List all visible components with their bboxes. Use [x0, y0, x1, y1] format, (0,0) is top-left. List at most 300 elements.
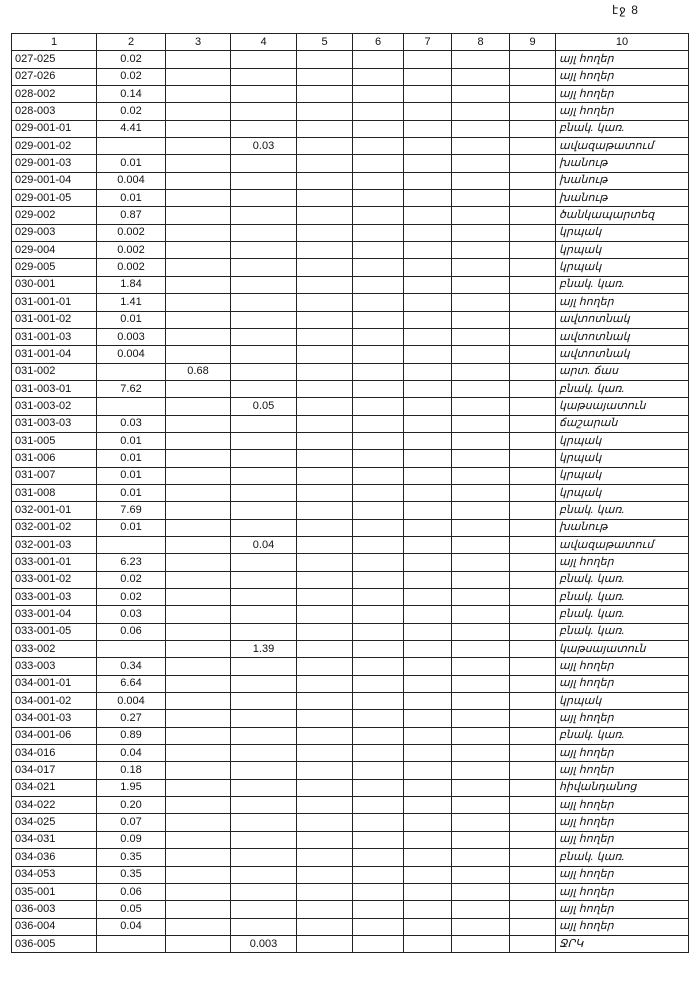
- cell-col-1: 034-021: [12, 779, 97, 796]
- cell-col-9: [510, 849, 556, 866]
- cell-col-10: կրպակ: [556, 259, 689, 276]
- table-row: [12, 935, 689, 952]
- cell-col-10: այլ հողեր: [556, 814, 689, 831]
- cell-col-6: [353, 658, 404, 675]
- cell-col-8: [452, 432, 510, 449]
- cell-col-9: [510, 641, 556, 658]
- cell-col-4: [231, 831, 297, 848]
- table-row: [12, 190, 689, 207]
- cell-col-9: [510, 918, 556, 935]
- cell-col-7: [404, 571, 452, 588]
- cell-col-6: [353, 606, 404, 623]
- cell-col-3: [166, 328, 231, 345]
- cell-col-10: այլ հողեր: [556, 745, 689, 762]
- table-row: [12, 311, 689, 328]
- cell-col-7: [404, 51, 452, 68]
- cell-col-3: [166, 68, 231, 85]
- cell-col-6: [353, 554, 404, 571]
- cell-col-8: [452, 901, 510, 918]
- cell-col-10: բնակ. կառ.: [556, 276, 689, 293]
- cell-col-4: [231, 68, 297, 85]
- cell-col-4: [231, 693, 297, 710]
- cell-col-9: [510, 762, 556, 779]
- cell-col-10: կաթսայատուն: [556, 398, 689, 415]
- cell-col-2: 6.64: [97, 675, 166, 692]
- cell-col-1: 031-008: [12, 484, 97, 501]
- cell-col-6: [353, 536, 404, 553]
- cell-col-2: 0.20: [97, 797, 166, 814]
- cell-col-8: [452, 519, 510, 536]
- cell-col-2: 0.02: [97, 68, 166, 85]
- cell-col-5: [297, 155, 353, 172]
- cell-col-3: [166, 432, 231, 449]
- cell-col-4: [231, 242, 297, 259]
- cell-col-8: [452, 103, 510, 120]
- cell-col-8: [452, 484, 510, 501]
- cell-col-1: 031-005: [12, 432, 97, 449]
- cell-col-6: [353, 380, 404, 397]
- cell-col-2: 0.01: [97, 155, 166, 172]
- cell-col-2: [97, 138, 166, 155]
- cell-col-9: [510, 138, 556, 155]
- cell-col-1: 032-001-03: [12, 536, 97, 553]
- cell-col-7: [404, 502, 452, 519]
- cell-col-2: 0.01: [97, 467, 166, 484]
- cell-col-3: [166, 51, 231, 68]
- cell-col-10: ավտոտնակ: [556, 328, 689, 345]
- cell-col-3: [166, 155, 231, 172]
- cell-col-3: [166, 745, 231, 762]
- cell-col-3: [166, 918, 231, 935]
- cell-col-9: [510, 328, 556, 345]
- cell-col-5: [297, 276, 353, 293]
- cell-col-7: [404, 918, 452, 935]
- cell-col-7: [404, 68, 452, 85]
- cell-col-3: [166, 658, 231, 675]
- cell-col-1: 030-001: [12, 276, 97, 293]
- cell-col-2: 0.09: [97, 831, 166, 848]
- cell-col-3: [166, 779, 231, 796]
- cell-col-3: [166, 86, 231, 103]
- cell-col-10: այլ հողեր: [556, 86, 689, 103]
- cell-col-4: [231, 606, 297, 623]
- cell-col-3: [166, 589, 231, 606]
- cell-col-10: բնակ. կառ.: [556, 849, 689, 866]
- cell-col-10: բնակ. կառ.: [556, 727, 689, 744]
- table-row: [12, 918, 689, 935]
- cell-col-3: [166, 536, 231, 553]
- table-row: [12, 606, 689, 623]
- cell-col-6: [353, 51, 404, 68]
- cell-col-4: 0.04: [231, 536, 297, 553]
- table-row: [12, 51, 689, 68]
- cell-col-9: [510, 571, 556, 588]
- cell-col-4: [231, 432, 297, 449]
- cell-col-5: [297, 866, 353, 883]
- cell-col-9: [510, 103, 556, 120]
- cell-col-1: 033-001-02: [12, 571, 97, 588]
- cell-col-7: [404, 866, 452, 883]
- cell-col-2: 0.02: [97, 51, 166, 68]
- cell-col-4: [231, 901, 297, 918]
- cell-col-9: [510, 727, 556, 744]
- cell-col-3: [166, 797, 231, 814]
- table-row: [12, 242, 689, 259]
- cell-col-7: [404, 935, 452, 952]
- cell-col-7: [404, 901, 452, 918]
- cell-col-2: 0.18: [97, 762, 166, 779]
- cell-col-9: [510, 589, 556, 606]
- cell-col-2: 1.95: [97, 779, 166, 796]
- cell-col-9: [510, 190, 556, 207]
- cell-col-8: [452, 224, 510, 241]
- cell-col-7: [404, 779, 452, 796]
- table-row: [12, 831, 689, 848]
- cell-col-8: [452, 172, 510, 189]
- cell-col-2: 0.02: [97, 571, 166, 588]
- cell-col-10: այլ հողեր: [556, 554, 689, 571]
- cell-col-10: արտ. ճաս: [556, 363, 689, 380]
- cell-col-1: 032-001-01: [12, 502, 97, 519]
- cell-col-9: [510, 814, 556, 831]
- table-row: [12, 623, 689, 640]
- cell-col-9: [510, 935, 556, 952]
- cell-col-9: [510, 155, 556, 172]
- cell-col-3: [166, 554, 231, 571]
- page-number: էջ 8: [612, 3, 639, 17]
- cell-col-3: [166, 866, 231, 883]
- cell-col-4: [231, 363, 297, 380]
- cell-col-5: [297, 138, 353, 155]
- cell-col-2: 0.87: [97, 207, 166, 224]
- cell-col-3: [166, 693, 231, 710]
- cell-col-2: 0.34: [97, 658, 166, 675]
- cell-col-5: [297, 675, 353, 692]
- cell-col-2: [97, 641, 166, 658]
- cell-col-10: կաթսայատուն: [556, 641, 689, 658]
- cell-col-1: 029-001-02: [12, 138, 97, 155]
- cell-col-6: [353, 814, 404, 831]
- cell-col-6: [353, 831, 404, 848]
- cell-col-10: այլ հողեր: [556, 294, 689, 311]
- table-row: [12, 484, 689, 501]
- cell-col-10: այլ հողեր: [556, 762, 689, 779]
- cell-col-7: [404, 710, 452, 727]
- cell-col-7: [404, 849, 452, 866]
- cell-col-8: [452, 51, 510, 68]
- cell-col-1: 031-003-01: [12, 380, 97, 397]
- cell-col-6: [353, 641, 404, 658]
- column-header-8: 8: [452, 34, 510, 51]
- cell-col-7: [404, 450, 452, 467]
- cell-col-8: [452, 138, 510, 155]
- cell-col-6: [353, 190, 404, 207]
- cell-col-5: [297, 86, 353, 103]
- cell-col-8: [452, 467, 510, 484]
- cell-col-3: [166, 901, 231, 918]
- cell-col-5: [297, 814, 353, 831]
- table-row: [12, 294, 689, 311]
- table-row: [12, 745, 689, 762]
- cell-col-7: [404, 398, 452, 415]
- table-row: [12, 207, 689, 224]
- cell-col-10: բնակ. կառ.: [556, 502, 689, 519]
- cell-col-1: 034-025: [12, 814, 97, 831]
- cell-col-3: [166, 172, 231, 189]
- cell-col-7: [404, 328, 452, 345]
- cell-col-2: [97, 935, 166, 952]
- cell-col-10: բնակ. կառ.: [556, 120, 689, 137]
- cell-col-6: [353, 849, 404, 866]
- cell-col-3: [166, 450, 231, 467]
- cell-col-3: [166, 415, 231, 432]
- cell-col-10: այլ հողեր: [556, 883, 689, 900]
- cell-col-1: 034-036: [12, 849, 97, 866]
- cell-col-6: [353, 675, 404, 692]
- cell-col-9: [510, 831, 556, 848]
- cell-col-7: [404, 727, 452, 744]
- cell-col-5: [297, 311, 353, 328]
- cell-col-5: [297, 693, 353, 710]
- cell-col-2: [97, 363, 166, 380]
- cell-col-6: [353, 745, 404, 762]
- table-row: [12, 68, 689, 85]
- cell-col-8: [452, 86, 510, 103]
- cell-col-10: կրպակ: [556, 224, 689, 241]
- cell-col-6: [353, 415, 404, 432]
- cell-col-8: [452, 797, 510, 814]
- cell-col-1: 033-001-01: [12, 554, 97, 571]
- cell-col-2: 0.01: [97, 432, 166, 449]
- column-header-6: 6: [353, 34, 404, 51]
- table-row: [12, 554, 689, 571]
- cell-col-8: [452, 346, 510, 363]
- cell-col-6: [353, 398, 404, 415]
- cell-col-9: [510, 623, 556, 640]
- table-row: [12, 797, 689, 814]
- cell-col-1: 034-001-03: [12, 710, 97, 727]
- cell-col-8: [452, 762, 510, 779]
- cell-col-8: [452, 779, 510, 796]
- cell-col-10: կրպակ: [556, 693, 689, 710]
- cell-col-3: [166, 467, 231, 484]
- cell-col-9: [510, 398, 556, 415]
- cell-col-1: 029-005: [12, 259, 97, 276]
- header-row: [12, 34, 689, 51]
- table-row: [12, 727, 689, 744]
- cell-col-8: [452, 536, 510, 553]
- cell-col-7: [404, 259, 452, 276]
- cell-col-2: [97, 398, 166, 415]
- cell-col-8: [452, 363, 510, 380]
- cell-col-5: [297, 606, 353, 623]
- cell-col-8: [452, 623, 510, 640]
- cell-col-5: [297, 68, 353, 85]
- cell-col-7: [404, 138, 452, 155]
- cell-col-5: [297, 259, 353, 276]
- cell-col-6: [353, 259, 404, 276]
- cell-col-8: [452, 190, 510, 207]
- cell-col-1: 034-017: [12, 762, 97, 779]
- cell-col-3: [166, 571, 231, 588]
- cell-col-5: [297, 779, 353, 796]
- column-header-4: 4: [231, 34, 297, 51]
- table-row: [12, 86, 689, 103]
- table-row: [12, 224, 689, 241]
- cell-col-7: [404, 172, 452, 189]
- cell-col-1: 027-025: [12, 51, 97, 68]
- cell-col-10: այլ հողեր: [556, 675, 689, 692]
- cell-col-7: [404, 224, 452, 241]
- cell-col-4: [231, 502, 297, 519]
- cell-col-2: 7.69: [97, 502, 166, 519]
- cell-col-8: [452, 693, 510, 710]
- cell-col-9: [510, 502, 556, 519]
- cell-col-4: [231, 172, 297, 189]
- cell-col-4: [231, 797, 297, 814]
- cell-col-6: [353, 589, 404, 606]
- cell-col-3: [166, 276, 231, 293]
- cell-col-6: [353, 432, 404, 449]
- cell-col-10: բնակ. կառ.: [556, 623, 689, 640]
- cell-col-1: 031-003-02: [12, 398, 97, 415]
- cell-col-3: [166, 294, 231, 311]
- cell-col-2: 0.89: [97, 727, 166, 744]
- cell-col-6: [353, 138, 404, 155]
- cell-col-5: [297, 346, 353, 363]
- cell-col-7: [404, 831, 452, 848]
- cell-col-4: [231, 276, 297, 293]
- cell-col-4: 0.003: [231, 935, 297, 952]
- cell-col-9: [510, 606, 556, 623]
- cell-col-8: [452, 450, 510, 467]
- cell-col-9: [510, 86, 556, 103]
- table-row: [12, 363, 689, 380]
- cell-col-10: այլ հողեր: [556, 831, 689, 848]
- cell-col-10: կրպակ: [556, 467, 689, 484]
- cell-col-1: 027-026: [12, 68, 97, 85]
- cell-col-2: 0.06: [97, 883, 166, 900]
- cell-col-7: [404, 155, 452, 172]
- cell-col-10: ավազաթատում: [556, 138, 689, 155]
- cell-col-4: [231, 415, 297, 432]
- cell-col-7: [404, 86, 452, 103]
- cell-col-9: [510, 172, 556, 189]
- cell-col-1: 028-003: [12, 103, 97, 120]
- cell-col-1: 036-005: [12, 935, 97, 952]
- cell-col-10: խանութ: [556, 190, 689, 207]
- cell-col-4: [231, 484, 297, 501]
- cell-col-4: [231, 623, 297, 640]
- cell-col-1: 032-001-02: [12, 519, 97, 536]
- cell-col-6: [353, 294, 404, 311]
- cell-col-9: [510, 554, 556, 571]
- cell-col-9: [510, 675, 556, 692]
- cell-col-3: [166, 138, 231, 155]
- cell-col-4: [231, 155, 297, 172]
- cell-col-5: [297, 797, 353, 814]
- table-row: [12, 710, 689, 727]
- cell-col-7: [404, 207, 452, 224]
- cell-col-4: [231, 814, 297, 831]
- cell-col-5: [297, 519, 353, 536]
- cell-col-8: [452, 398, 510, 415]
- cell-col-2: 0.02: [97, 103, 166, 120]
- cell-col-10: այլ հողեր: [556, 918, 689, 935]
- cell-col-2: 0.35: [97, 849, 166, 866]
- cell-col-1: 029-004: [12, 242, 97, 259]
- cell-col-5: [297, 571, 353, 588]
- cell-col-4: [231, 103, 297, 120]
- table-row: [12, 866, 689, 883]
- cell-col-3: [166, 675, 231, 692]
- cell-col-5: [297, 727, 353, 744]
- cell-col-6: [353, 866, 404, 883]
- cell-col-10: այլ հողեր: [556, 51, 689, 68]
- cell-col-9: [510, 51, 556, 68]
- cell-col-4: [231, 554, 297, 571]
- table-row: [12, 571, 689, 588]
- table-body: [12, 51, 689, 953]
- cell-col-3: [166, 103, 231, 120]
- cell-col-7: [404, 554, 452, 571]
- cell-col-7: [404, 190, 452, 207]
- cell-col-1: 031-003-03: [12, 415, 97, 432]
- cell-col-4: [231, 311, 297, 328]
- cell-col-9: [510, 658, 556, 675]
- cell-col-2: 6.23: [97, 554, 166, 571]
- cell-col-6: [353, 935, 404, 952]
- cell-col-6: [353, 710, 404, 727]
- cell-col-3: [166, 484, 231, 501]
- cell-col-5: [297, 51, 353, 68]
- cell-col-5: [297, 363, 353, 380]
- cell-col-5: [297, 918, 353, 935]
- cell-col-2: 0.05: [97, 901, 166, 918]
- cell-col-2: 0.14: [97, 86, 166, 103]
- cell-col-7: [404, 363, 452, 380]
- cell-col-5: [297, 831, 353, 848]
- cell-col-2: 0.01: [97, 311, 166, 328]
- cell-col-4: [231, 207, 297, 224]
- cell-col-5: [297, 641, 353, 658]
- cell-col-1: 029-003: [12, 224, 97, 241]
- cell-col-9: [510, 120, 556, 137]
- cell-col-1: 034-022: [12, 797, 97, 814]
- cell-col-1: 031-001-04: [12, 346, 97, 363]
- cell-col-6: [353, 68, 404, 85]
- table-row: [12, 519, 689, 536]
- cell-col-5: [297, 935, 353, 952]
- cell-col-9: [510, 311, 556, 328]
- cell-col-5: [297, 224, 353, 241]
- cell-col-8: [452, 415, 510, 432]
- cell-col-5: [297, 484, 353, 501]
- cell-col-5: [297, 103, 353, 120]
- cell-col-7: [404, 242, 452, 259]
- cell-col-7: [404, 415, 452, 432]
- cell-col-4: [231, 762, 297, 779]
- cell-col-5: [297, 554, 353, 571]
- cell-col-8: [452, 641, 510, 658]
- table-row: [12, 589, 689, 606]
- cell-col-8: [452, 276, 510, 293]
- cell-col-5: [297, 450, 353, 467]
- cell-col-1: 036-004: [12, 918, 97, 935]
- cell-col-5: [297, 901, 353, 918]
- cell-col-6: [353, 762, 404, 779]
- cell-col-10: հիվանդանոց: [556, 779, 689, 796]
